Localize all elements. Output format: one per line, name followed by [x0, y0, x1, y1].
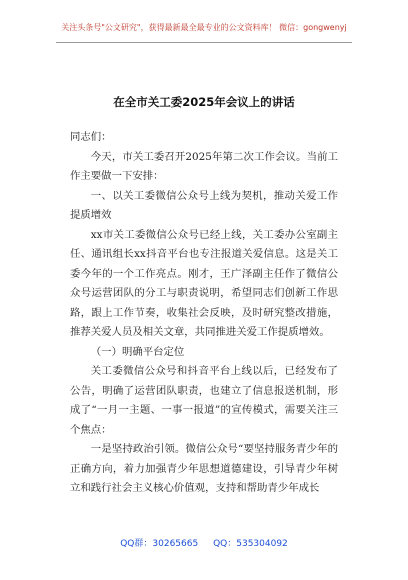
footer-qq-group: QQ群：30265665 — [120, 539, 199, 549]
paragraph-3: xx市关工委微信公众号已经上线，关工委办公室副主任、通讯组长xx抖音平台也专注报道关爱信息。这是关工委今年的一个工作亮点。刚才，王广泽副主任作了微信公众号运营团队的分工与职责说明，希望同志们创新工作思路，跟上工作节奏，收集社会反映，及时研究整改措施，推荐关爱人员及相关文章，共同推进关爱工作提质增效。 — [70, 228, 338, 338]
header-promo-note: 关注头条号"公文研究"，获得最新最全最专业的公文资料库！ 微信：gongwenyj — [61, 23, 347, 32]
paragraph-1: 今天，市关工委召开2025年第二次工作会议。当前工作主要做一下安排： — [70, 150, 338, 182]
paragraph-6: 一是坚持政治引领。微信公众号“要坚持服务青少年的正确方向，着力加强青少年思想道德建设，引导青少年树立和践行社会主义核心价值观，支持和帮助青少年成长 — [70, 443, 338, 494]
document-body — [70, 128, 338, 499]
footer-contact — [0, 536, 408, 549]
paragraph-5: 关工委微信公众号和抖音平台上线以后，已经发布了公告，明确了运营团队职责，也建立了信息报送机制，形成了“一月一主题、一事一报道”的宣传模式，需要关注三个焦点： — [70, 365, 338, 436]
header-divider — [56, 42, 352, 43]
document-title: 在全市关工委2025年会议上的讲话 — [113, 95, 295, 109]
footer-qq: QQ：535304092 — [213, 539, 288, 549]
paragraph-2-heading: 一、以关工委微信公众号上线为契机，推动关爱工作提质增效 — [70, 189, 338, 221]
greeting: 同志们： — [70, 131, 112, 143]
paragraph-4-subheading: （一）明确平台定位 — [90, 345, 185, 358]
